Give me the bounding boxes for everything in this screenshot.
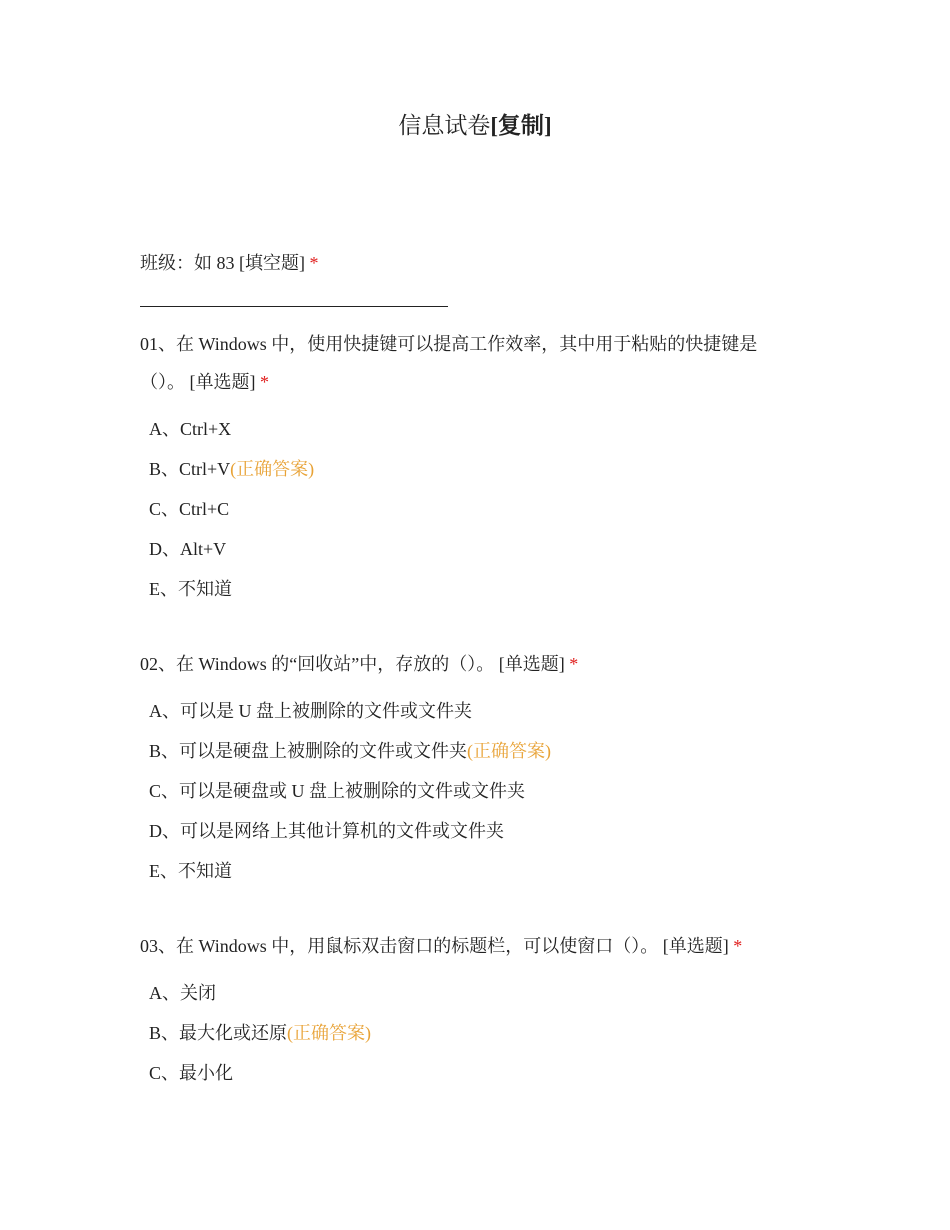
- answer-blank-line[interactable]: [140, 306, 448, 307]
- option-a[interactable]: A、Ctrl+X: [149, 419, 232, 439]
- required-star: *: [309, 253, 319, 273]
- title-suffix: [复制]: [490, 113, 552, 138]
- required-star: *: [733, 936, 743, 956]
- correct-answer-marker: (正确答案): [467, 741, 552, 761]
- question-label: 01、在 Windows 中，使用快捷键可以提高工作效率，其中用于粘贴的快捷键是（）。 [单选题]: [140, 334, 758, 392]
- option-a[interactable]: A、可以是 U 盘上被删除的文件或文件夹: [149, 701, 472, 721]
- correct-answer-marker: (正确答案): [230, 459, 315, 479]
- option-d[interactable]: D、Alt+V: [149, 539, 227, 559]
- option-c[interactable]: C、Ctrl+C: [149, 499, 230, 519]
- question-label: 班级：如 83 [填空题]: [140, 253, 305, 273]
- question-label: 02、在 Windows 的“回收站”中，存放的（）。 [单选题]: [140, 654, 565, 674]
- option-b[interactable]: B、可以是硬盘上被删除的文件或文件夹(正确答案): [149, 741, 552, 761]
- question-text: [140, 927, 840, 965]
- option-b[interactable]: B、Ctrl+V(正确答案): [149, 459, 315, 479]
- option-c[interactable]: C、可以是硬盘或 U 盘上被删除的文件或文件夹: [149, 781, 526, 801]
- required-star: *: [260, 372, 269, 392]
- title-main: 信息试卷: [398, 113, 491, 138]
- fill-question: [140, 244, 820, 282]
- option-e[interactable]: E、不知道: [149, 579, 232, 599]
- correct-answer-marker: (正确答案): [287, 1023, 372, 1043]
- option-b[interactable]: B、最大化或还原(正确答案): [149, 1023, 372, 1043]
- question-1: [140, 325, 790, 401]
- question-text: [140, 325, 790, 401]
- question-2: [140, 645, 820, 683]
- option-e[interactable]: E、不知道: [149, 861, 232, 881]
- question-label: 03、在 Windows 中，用鼠标双击窗口的标题栏，可以使窗口（）。 [单选题]: [140, 936, 729, 956]
- option-c[interactable]: C、最小化: [149, 1063, 234, 1083]
- option-a[interactable]: A、关闭: [149, 983, 216, 1003]
- question-3: [140, 927, 840, 965]
- question-text: [140, 645, 820, 683]
- page-title: [0, 110, 950, 142]
- option-d[interactable]: D、可以是网络上其他计算机的文件或文件夹: [149, 821, 504, 841]
- required-star: *: [569, 654, 579, 674]
- question-text: [140, 244, 820, 282]
